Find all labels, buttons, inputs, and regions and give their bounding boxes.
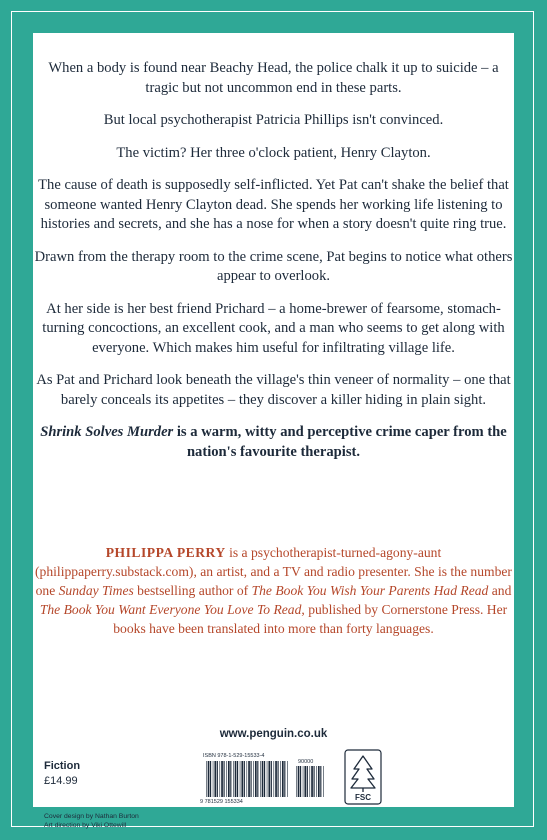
barcode-bar <box>221 761 223 797</box>
blurb-paragraph-5: Drawn from the therapy room to the crime scene, Pat begins to notice what others appear to overlook. <box>34 248 513 284</box>
fsc-label: FSC <box>355 793 371 802</box>
barcode-bar <box>253 761 254 797</box>
barcode-bar <box>280 761 281 797</box>
barcode-bar <box>240 761 241 797</box>
isbn-barcode <box>198 753 329 805</box>
barcode-bar <box>237 761 238 797</box>
author-bio <box>33 543 514 638</box>
blurb-paragraph-2: But local psychotherapist Patricia Phillips isn't convinced. <box>103 112 444 128</box>
barcode-bar <box>316 766 317 797</box>
barcode-bar <box>320 766 321 797</box>
barcode-bar <box>217 761 218 797</box>
barcode-bar <box>300 766 301 797</box>
art-direction-credit: Art direction by Viki Ottewill <box>44 822 127 829</box>
barcode-bar <box>251 761 252 797</box>
fsc-logo <box>344 749 382 805</box>
barcode-bar <box>296 766 297 797</box>
barcode-bar <box>268 761 270 797</box>
cover-credits <box>44 812 139 830</box>
blurb-paragraph-4: The cause of death is supposedly self-inflicted. Yet Pat can't shake the belief that someone wanted Henry Clayton dead. She spends her working life listening to histories and secrets, and she has a nose for when a story doesn't quite ring true. <box>38 177 509 232</box>
barcode-bar <box>318 766 320 797</box>
barcode-bar <box>226 761 227 797</box>
tagline <box>33 423 514 462</box>
barcode-bar <box>241 761 243 797</box>
blurb-paragraph-7: As Pat and Prichard look beneath the village's thin veneer of normality – one that barely conceals its appetites – they discover a killer hiding in plain sight. <box>36 372 511 408</box>
barcode-bar <box>257 761 258 797</box>
barcode-bar <box>298 766 300 797</box>
book-title: Shrink Solves Murder <box>40 424 174 440</box>
barcode-bar <box>260 761 261 797</box>
barcode-bar <box>282 761 284 797</box>
isbn-number: ISBN 978-1-529-15533-4 <box>203 753 265 759</box>
barcode-bar <box>255 761 257 797</box>
barcode-bar <box>233 761 234 797</box>
barcode-bar <box>244 761 245 797</box>
barcode-bar <box>275 761 277 797</box>
cover-design-credit: Cover design by Nathan Burton <box>44 813 139 820</box>
barcode-bar <box>274 761 275 797</box>
barcode-digits: 9 781529 155334 <box>200 799 243 805</box>
barcode-bar <box>208 761 210 797</box>
blurb-paragraph-6: At her side is her best friend Prichard – a home-brewer of fearsome, stomach-turning concoctions, an excellent cook, and a man who seems to get along with everyone. Which makes him useful for infiltrating village life. <box>42 300 505 356</box>
barcode-bar <box>267 761 268 797</box>
barcode-bar <box>303 766 304 797</box>
barcode-bar <box>228 761 230 797</box>
barcode-bar <box>210 761 211 797</box>
author-bio-text: PHILIPPA PERRY is a psychotherapist-turned-agony-aunt (philippaperry.substack.com), an artist, and a TV and radio presenter. She is the number one Sunday Times bestselling author of The Book You Wish Your Parents Had Read and The Book You Want Everyone You Love To Read, published by Cornerstone Press. Her books have been translated into more than forty languages. <box>35 545 512 636</box>
barcode-bar <box>262 761 264 797</box>
book-title-1: The Book You Wish Your Parents Had Read <box>251 583 489 598</box>
barcode-bar <box>314 766 315 797</box>
fsc-tree-icon <box>344 749 382 805</box>
barcode-bar <box>224 761 225 797</box>
barcode-bar <box>284 761 285 797</box>
barcode-bar <box>220 761 221 797</box>
barcode-bar <box>213 761 214 797</box>
barcode-bar <box>304 766 306 797</box>
barcode-bar <box>310 766 311 797</box>
blurb-paragraph-1: When a body is found near Beachy Head, the police chalk it up to suicide – a tragic but not uncommon end in these parts. <box>48 60 499 96</box>
book-title-2: The Book You Want Everyone You Love To Read <box>39 602 302 617</box>
blurb <box>33 59 514 475</box>
barcode-bar <box>278 761 279 797</box>
barcode-bar <box>206 761 207 797</box>
publisher-website[interactable]: www.penguin.co.uk <box>219 728 328 740</box>
tagline-text: is a warm, witty and perceptive crime caper from the nation's favourite therapist. <box>173 424 507 460</box>
barcode-bar <box>247 761 248 797</box>
barcode-bar <box>307 766 308 797</box>
back-cover-panel <box>33 33 514 829</box>
barcode-bar <box>235 761 237 797</box>
barcode-bar <box>311 766 313 797</box>
barcode-bar <box>264 761 265 797</box>
blurb-paragraph-3: The victim? Her three o'clock patient, Henry Clayton. <box>116 144 431 161</box>
barcode-bar <box>248 761 250 797</box>
barcode-bar <box>230 761 231 797</box>
barcode-graphic <box>198 753 329 805</box>
genre-label: Fiction <box>44 760 81 772</box>
barcode-bar <box>214 761 216 797</box>
price-label: £14.99 <box>44 775 78 787</box>
barcode-bar <box>287 761 288 797</box>
barcode-price-code: 90000 <box>298 759 314 765</box>
barcode-bar <box>271 761 272 797</box>
author-name: PHILIPPA PERRY <box>105 545 226 560</box>
barcode-bar <box>323 766 324 797</box>
